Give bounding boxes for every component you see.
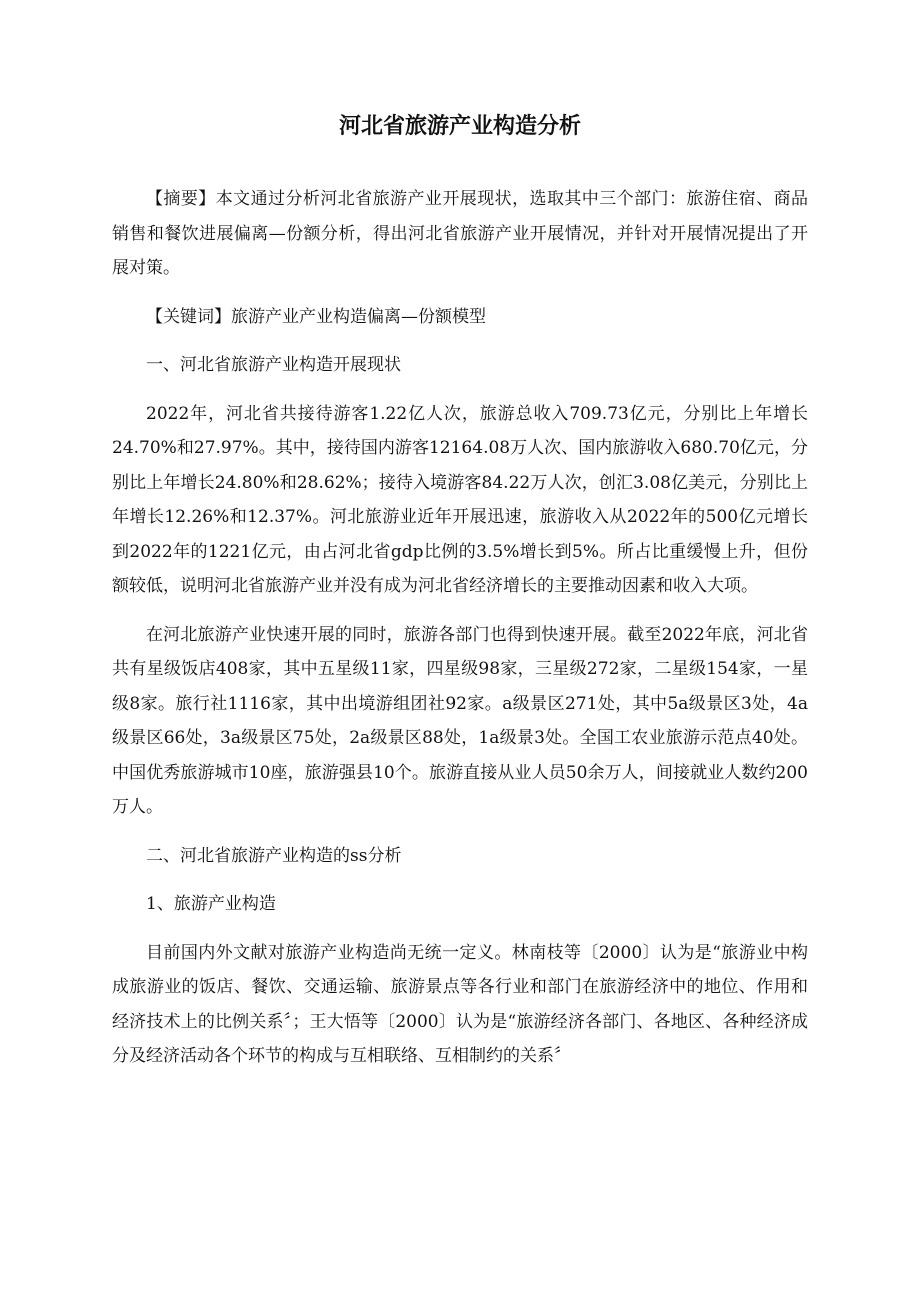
document-body	[112, 182, 808, 1074]
document-title: 河北省旅游产业构造分析	[338, 114, 581, 139]
abstract-paragraph: 【摘要】本文通过分析河北省旅游产业开展现状，选取其中三个部门：旅游住宿、商品销售和餐饮进展偏离—份额分析，得出河北省旅游产业开展情况，并针对开展情况提出了开展对策。	[112, 189, 808, 278]
subsection-1-heading: 1、旅游产业构造	[146, 894, 276, 914]
section-1-paragraph-1: 2022年，河北省共接待游客1.22亿人次，旅游总收入709.73亿元，分别比上年增长24.70%和27.97%。其中，接待国内游客12164.08万人次、国内旅游收入680.70亿元，分别比上年增长24.80%和28.62%；接待入境游客84.22万人次，创汇3.08亿美元，分别比上年增长12.26%和12.37%。河北旅游业近年开展迅速，旅游收入从2022年的500亿元增长到2022年的1221亿元，由占河北省gdp比例的3.5%增长到5%。所占比重缓慢上升，但份额较低，说明河北省旅游产业并没有成为河北省经济增长的主要推动因素和收入大项。	[112, 403, 808, 596]
section-1-paragraph-2: 在河北旅游产业快速开展的同时，旅游各部门也得到快速开展。截至2022年底，河北省共有星级饭店408家，其中五星级11家，四星级98家，三星级272家，二星级154家，一星级8家。旅行社1116家，其中出境游组团社92家。a级景区271处，其中5a级景区3处，4a级景区66处，3a级景区75处，2a级景区88处，1a级景3处。全国工农业旅游示范点40处。中国优秀旅游城市10座，旅游强县10个。旅游直接从业人员50余万人，间接就业人数约200万人。	[112, 624, 808, 817]
section-1-heading: 一、河北省旅游产业构造开展现状	[146, 355, 401, 375]
keywords-line: 【关键词】旅游产业产业构造偏离—份额模型	[146, 306, 486, 327]
section-2-heading: 二、河北省旅游产业构造的ss分析	[146, 845, 402, 866]
subsection-1-paragraph-1: 目前国内外文献对旅游产业构造尚无统一定义。林南枝等〔2000〕认为是“旅游业中构成旅游业的饭店、餐饮、交通运输、旅游景点等各行业和部门在旅游经济中的地位、作用和经济技术上的比例关系〞；王大悟等〔2000〕认为是“旅游经济各部门、各地区、各种经济成分及经济活动各个环节的构成与互相联络、互相制约的关系〞	[112, 942, 808, 1066]
